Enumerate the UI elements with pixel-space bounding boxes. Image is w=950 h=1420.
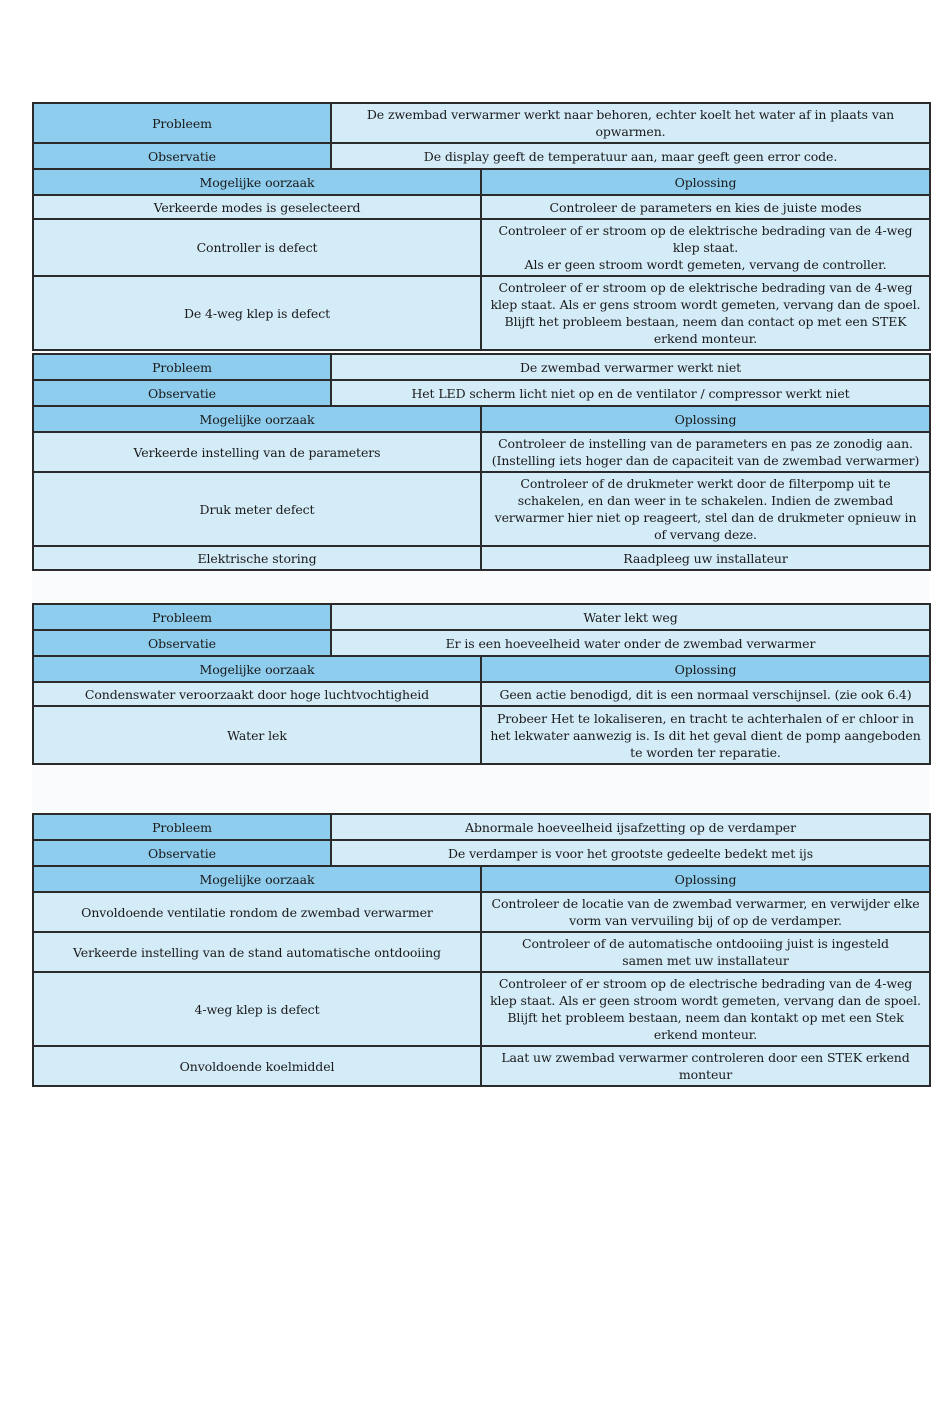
table-row (33, 219, 930, 276)
table-row (33, 472, 930, 546)
cause-cell: Condenswater veroorzaakt door hoge luchtvochtigheid (33, 682, 481, 706)
observation-label: Observatie (33, 380, 331, 406)
cause-cell: De 4-weg klep is defect (33, 276, 481, 350)
problem-label: Probleem (33, 103, 331, 143)
cause-cell: Elektrische storing (33, 546, 481, 570)
table-row (33, 932, 930, 972)
cause-header: Mogelijke oorzaak (33, 406, 481, 432)
troubleshooting-table-1 (32, 102, 929, 351)
table-row (33, 276, 930, 350)
observation-value: Het LED scherm licht niet op en de ventilator / compressor werkt niet (331, 380, 930, 406)
cause-cell: Water lek (33, 706, 481, 764)
solution-header: Oplossing (481, 169, 930, 195)
problem-label: Probleem (33, 604, 331, 630)
observation-label: Observatie (33, 143, 331, 169)
solution-cell: Controleer de locatie van de zwembad verwarmer, en verwijder elke vorm van vervuiling bij of op de verdamper. (481, 892, 930, 932)
solution-cell: Controleer of de drukmeter werkt door de filterpomp uit te schakelen, en dan weer in te schakelen. Indien de zwembad verwarmer hier niet op reageert, stel dan de drukmeter opnieuw in of vervang deze. (481, 472, 930, 546)
observation-label: Observatie (33, 630, 331, 656)
cause-header: Mogelijke oorzaak (33, 656, 481, 682)
table-row (33, 546, 930, 570)
problem-value: Abnormale hoeveelheid ijsafzetting op de verdamper (331, 814, 930, 840)
solution-cell: Controleer of er stroom op de elektrische bedrading van de 4-weg klep staat. Als er geen stroom wordt gemeten, vervang de controller. (481, 219, 930, 276)
solution-cell: Controleer of er stroom op de elektrische bedrading van de 4-weg klep staat. Als er gens stroom wordt gemeten, vervang dan de spoel. Blijft het probleem bestaan, neem dan contact op met een STEK erkend monteur. (481, 276, 930, 350)
solution-cell: Geen actie benodigd, dit is een normaal verschijnsel. (zie ook 6.4) (481, 682, 930, 706)
solution-cell: Laat uw zwembad verwarmer controleren door een STEK erkend monteur (481, 1046, 930, 1086)
observation-label: Observatie (33, 840, 331, 866)
cause-cell: Onvoldoende ventilatie rondom de zwembad verwarmer (33, 892, 481, 932)
problem-value: De zwembad verwarmer werkt niet (331, 354, 930, 380)
cause-cell: Druk meter defect (33, 472, 481, 546)
table-row (33, 432, 930, 472)
cause-header: Mogelijke oorzaak (33, 866, 481, 892)
observation-value: Er is een hoeveelheid water onder de zwembad verwarmer (331, 630, 930, 656)
problem-value: De zwembad verwarmer werkt naar behoren, echter koelt het water af in plaats van opwarmen. (331, 103, 930, 143)
solution-header: Oplossing (481, 656, 930, 682)
cause-cell: Onvoldoende koelmiddel (33, 1046, 481, 1086)
troubleshooting-table-3 (32, 603, 929, 765)
table-row (33, 682, 930, 706)
solution-header: Oplossing (481, 406, 930, 432)
solution-cell: Probeer Het te lokaliseren, en tracht te achterhalen of er chloor in het lekwater aanwezig is. Is dit het geval dient de pomp aangeboden te worden ter reparatie. (481, 706, 930, 764)
cause-cell: Verkeerde modes is geselecteerd (33, 195, 481, 219)
cause-cell: Verkeerde instelling van de parameters (33, 432, 481, 472)
observation-value: De verdamper is voor het grootste gedeelte bedekt met ijs (331, 840, 930, 866)
solution-cell: Controleer de parameters en kies de juiste modes (481, 195, 930, 219)
solution-header: Oplossing (481, 866, 930, 892)
table-row (33, 972, 930, 1046)
problem-label: Probleem (33, 354, 331, 380)
troubleshooting-table-2 (32, 353, 929, 571)
cause-header: Mogelijke oorzaak (33, 169, 481, 195)
cause-cell: Controller is defect (33, 219, 481, 276)
troubleshooting-table-4 (32, 813, 929, 1087)
table-spacer (32, 762, 929, 812)
cause-cell: 4-weg klep is defect (33, 972, 481, 1046)
observation-value: De display geeft de temperatuur aan, maar geeft geen error code. (331, 143, 930, 169)
problem-value: Water lekt weg (331, 604, 930, 630)
solution-cell: Controleer of de automatische ontdooiing juist is ingesteld samen met uw installateur (481, 932, 930, 972)
table-row (33, 892, 930, 932)
problem-label: Probleem (33, 814, 331, 840)
solution-cell: Raadpleeg uw installateur (481, 546, 930, 570)
table-row (33, 1046, 930, 1086)
table-row (33, 195, 930, 219)
solution-cell: Controleer of er stroom op de electrische bedrading van de 4-weg klep staat. Als er geen stroom wordt gemeten, vervang dan de spoel. Blijft het probleem bestaan, neem dan kontakt op met een Stek erkend monteur. (481, 972, 930, 1046)
table-row (33, 706, 930, 764)
solution-cell: Controleer de instelling van de parameters en pas ze zonodig aan. (Instelling iets hoger dan de capaciteit van de zwembad verwarmer) (481, 432, 930, 472)
cause-cell: Verkeerde instelling van de stand automatische ontdooiing (33, 932, 481, 972)
